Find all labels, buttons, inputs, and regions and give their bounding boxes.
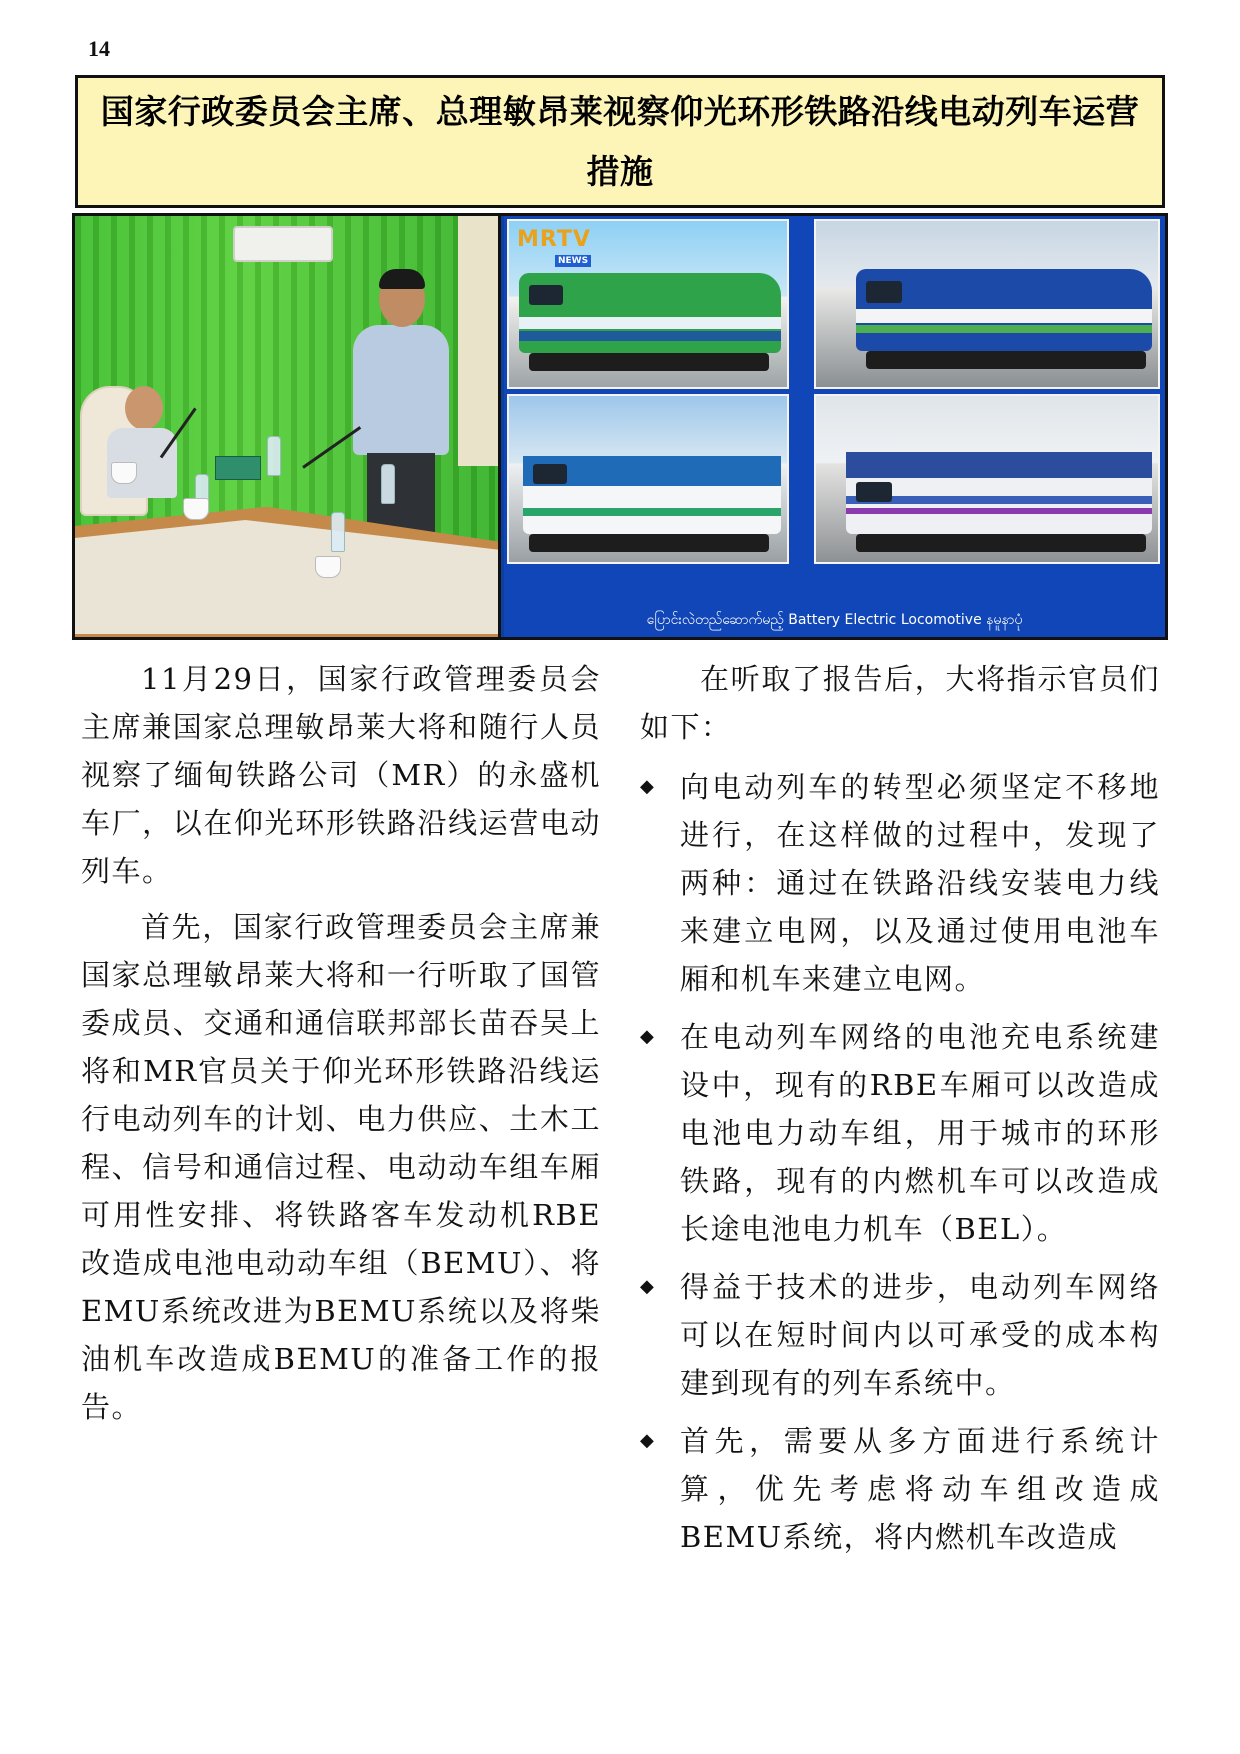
green-locomotive-photo [507, 219, 789, 389]
list-item-text: 首先，需要从多方面进行系统计算，优先考虑将动车组改造成BEMU系统，将内燃机车改造成 [680, 1424, 1160, 1554]
blue-locomotive-photo [814, 219, 1160, 389]
list-item [640, 1417, 1160, 1561]
water-bottle [267, 436, 281, 476]
tissue-box [215, 456, 261, 480]
locomotive-photo-collage [504, 216, 1165, 637]
photo-caption-bar [504, 577, 1165, 637]
list-item [640, 1263, 1160, 1407]
white-blue-locomotive-photo [507, 394, 789, 564]
list-item-text: 在电动列车网络的电池充电系统建设中，现有的RBE车厢可以改造成电池电力动车组，用于城市的环形铁路，现有的内燃机车可以改造成长途电池电力机车（BEL）。 [680, 1020, 1160, 1246]
paragraph-report: 首先，国家行政管理委员会主席兼国家总理敏昂莱大将和一行听取了国管委成员、交通和通信联邦部长苗吞吴上将和MR官员关于仰光环形铁路沿线运行电动列车的计划、电力供应、土木工程、信号和通信过程、电动动车组车厢可用性安排、将铁路客车发动机RBE改造成电池电动动车组（BEMU）、将EMU系统改进为BEMU系统以及将柴油机车改造成BEMU的准备工作的报告。 [81, 910, 601, 1424]
water-bottle [331, 512, 345, 552]
diamond-bullet-icon: ◆ [640, 1430, 656, 1451]
list-item [640, 763, 1160, 1003]
list-item [640, 1013, 1160, 1253]
tea-cup [111, 462, 137, 484]
tea-cup [183, 498, 209, 520]
paragraph-visit: 11月29日，国家行政管理委员会主席兼国家总理敏昂莱大将和随行人员视察了缅甸铁路公司（MR）的永盛机车厂，以在仰光环形铁路沿线运营电动列车。 [81, 662, 601, 888]
tea-cup [315, 556, 341, 578]
wall [458, 216, 498, 466]
striped-locomotive-photo [814, 394, 1160, 564]
photo-strip [72, 213, 1168, 640]
diamond-bullet-icon: ◆ [640, 1026, 656, 1047]
water-bottle [381, 464, 395, 504]
diamond-bullet-icon: ◆ [640, 1276, 656, 1297]
list-item-text: 向电动列车的转型必须坚定不移地进行，在这样做的过程中，发现了两种：通过在铁路沿线安装电力线来建立电网，以及通过使用电池车厢和机车来建立电网。 [680, 770, 1160, 996]
list-item-text: 得益于技术的进步，电动列车网络可以在短时间内以可承受的成本构建到现有的列车系统中。 [680, 1270, 1160, 1400]
meeting-photo [75, 216, 501, 637]
photo-caption: ပြောင်းလဲတည်ဆောက်မည့် Battery Electric Locomotive နမူနာပုံ [646, 612, 1023, 628]
right-column [640, 655, 1160, 1571]
page-number: 14 [88, 36, 110, 61]
paragraph-instructions-intro: 在听取了报告后，大将指示官员们如下： [640, 662, 1160, 744]
left-column [81, 655, 601, 1431]
broadcaster-logo: MRTV [517, 227, 591, 252]
instruction-list [640, 763, 1160, 1561]
title-box [75, 75, 1165, 208]
article-title: 国家行政委员会主席、总理敏昂莱视察仰光环形铁路沿线电动列车运营措施 [100, 91, 1140, 191]
air-conditioner [233, 226, 333, 262]
broadcaster-tag: NEWS [555, 255, 591, 267]
diamond-bullet-icon: ◆ [640, 776, 656, 797]
